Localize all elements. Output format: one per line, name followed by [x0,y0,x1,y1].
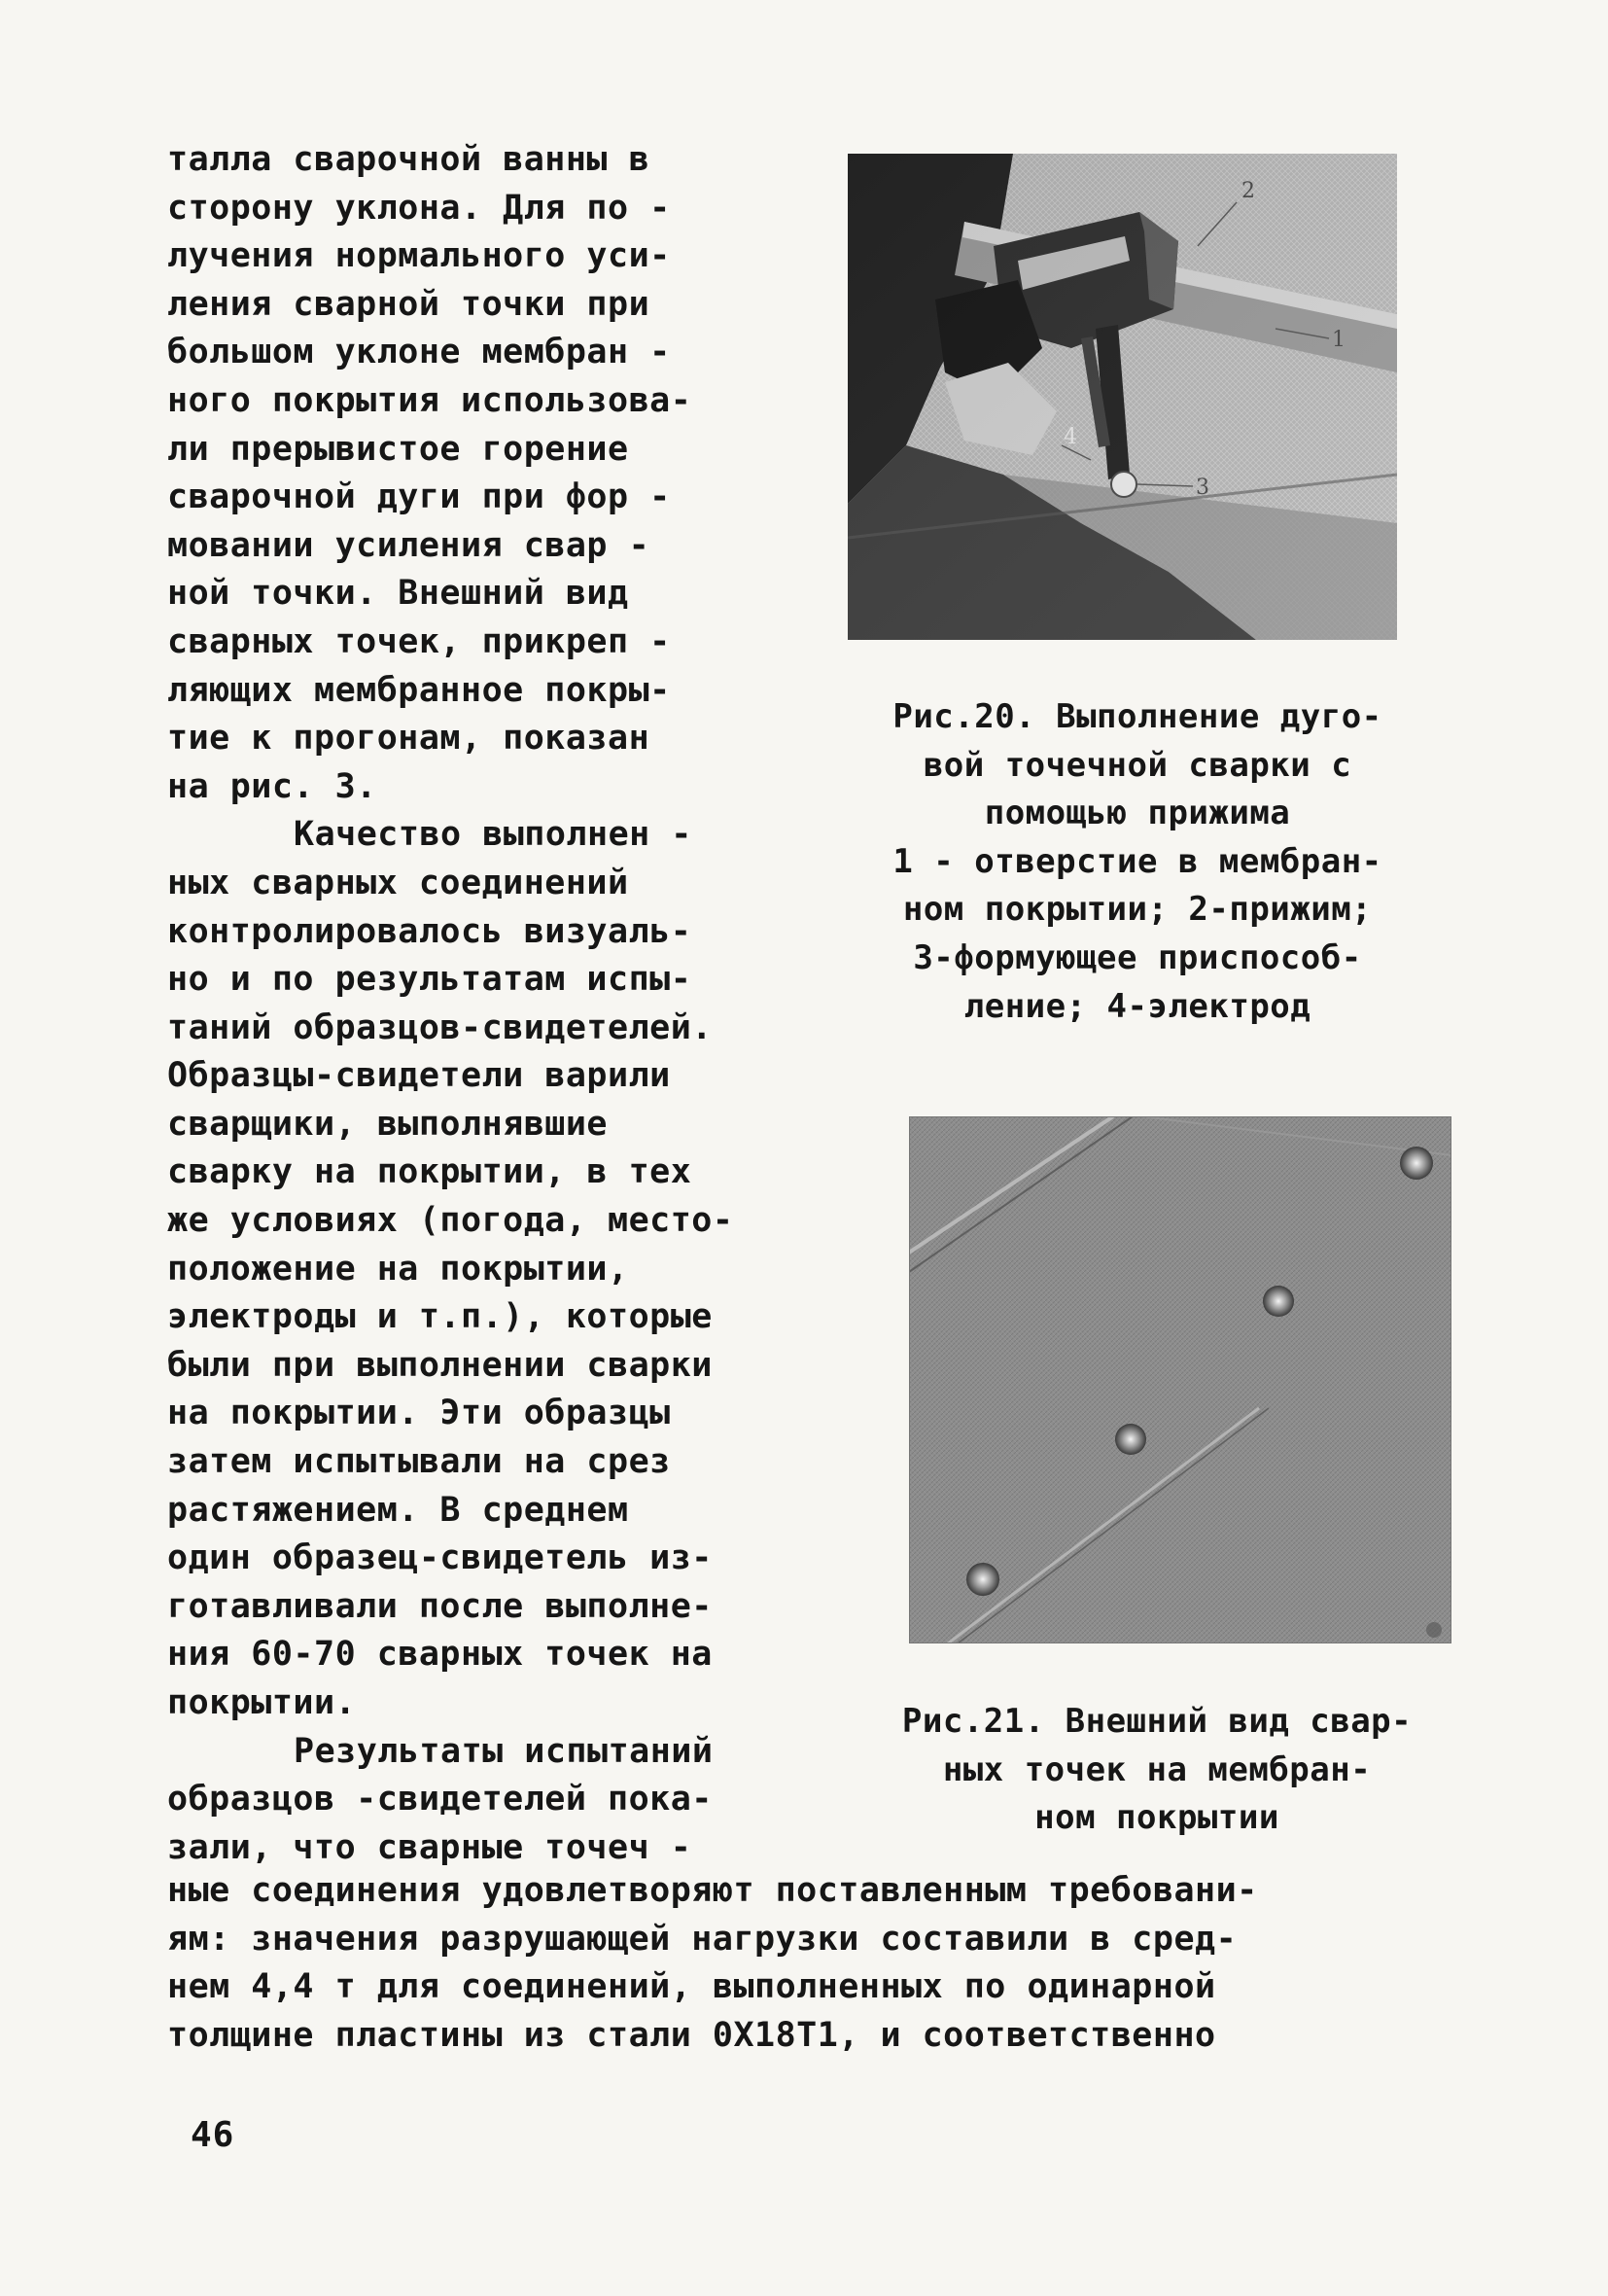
legend-line: 3-формующее приспособ- [913,937,1362,977]
text-line: ям: значения разрушающей нагрузки составили в сред- [167,1919,1238,1959]
text-line: сварщики, выполнявшие [167,1104,609,1144]
text-line: ных сварных соединений [167,863,629,902]
text-line: ления сварной точки при [167,284,650,324]
weld-spot [1115,1424,1146,1455]
text-line: на покрытии. Эти образцы [167,1394,671,1433]
text-line: нем 4,4 т для соединений, выполненных по одинарной [167,1967,1216,2007]
caption-line: помощью прижима [984,794,1291,833]
callout-1: 1 [1332,328,1346,352]
welding-clamp-photo [848,154,1397,640]
text-line: большом уклоне мембран - [167,333,671,372]
text-line: один образец-свидетель из- [167,1538,713,1578]
text-line: лучения нормального уси- [167,236,671,276]
text-line: Качество выполнен - [294,815,692,855]
callout-3: 3 [1196,476,1209,500]
caption-line: вой точечной сварки с [923,745,1352,785]
weld-spot [1263,1286,1294,1317]
paragraph-1 [167,136,819,811]
text-line: положение на покрытии, [167,1249,629,1289]
callout-2: 2 [1241,179,1255,203]
text-line: образцов -свидетелей пока- [167,1780,713,1819]
text-line: Образцы-свидетели варили [167,1056,671,1096]
text-line: мовании усиления свар - [167,525,650,565]
text-line: ния 60-70 сварных точек на [167,1635,713,1675]
text-line: толщине пластины из стали 0Х18Т1, и соответственно [167,2015,1216,2055]
text-line: таний образцов-свидетелей. [167,1007,713,1047]
figure-20-caption [836,693,1439,1031]
figure-20-photo [848,154,1397,640]
text-line: сторону уклона. Для по - [167,188,671,228]
text-line: затем испытывали на срез [167,1442,671,1482]
text-line: талла сварочной ванны в [167,140,650,179]
legend-line: ном покрытии; 2-прижим; [902,890,1373,930]
text-line: электроды и т.п.), которые [167,1297,713,1337]
text-line: же условиях (погода, место- [167,1201,734,1241]
text-line: Результаты испытаний [294,1731,714,1771]
paragraph-3 [167,1728,819,1873]
page-number: 46 [191,2115,235,2155]
figure-21-photo [909,1116,1451,1643]
text-line: но и по результатам испы- [167,960,692,1000]
text-line: зали, что сварные точеч - [167,1827,692,1867]
text-line: растяжением. В среднем [167,1490,629,1530]
text-line: покрытии. [167,1683,357,1722]
caption-line: ном покрытии [1034,1798,1279,1838]
left-text-column [167,136,819,1872]
caption-line: Рис.21. Внешний вид свар- [901,1702,1413,1741]
paragraph-2 [167,811,819,1727]
legend-line: ление; 4-электрод [963,986,1311,1026]
text-line: ные соединения удовлетворяют поставленным требовани- [167,1871,1258,1910]
text-line: ного покрытия использова- [167,380,692,420]
text-line: ли прерывистое горение [167,429,629,469]
text-line: контролировалось визуаль- [167,911,692,951]
weld-spot [966,1563,999,1596]
caption-line: Рис.20. Выполнение дуго- [892,697,1382,736]
weld-spots-photo [909,1116,1451,1643]
text-line: тие к прогонам, показан [167,719,650,759]
text-line: на рис. 3. [167,766,377,806]
text-line: сварных точек, прикреп - [167,621,671,661]
caption-line: ных точек на мембран- [942,1749,1372,1789]
text-line: были при выполнении сварки [167,1345,713,1385]
callout-4: 4 [1064,425,1077,449]
text-line: готавливали после выполне- [167,1586,713,1626]
text-line: ляющих мембранное покры- [167,670,671,710]
text-line: сварочной дуги при фор - [167,477,671,517]
figure-21-caption [836,1698,1478,1843]
full-width-text [167,1867,1460,2060]
legend-line: 1 - отверстие в мембран- [892,841,1382,881]
weld-spot [1400,1147,1433,1180]
text-line: ной точки. Внешний вид [167,574,629,614]
text-line: сварку на покрытии, в тех [167,1152,692,1192]
